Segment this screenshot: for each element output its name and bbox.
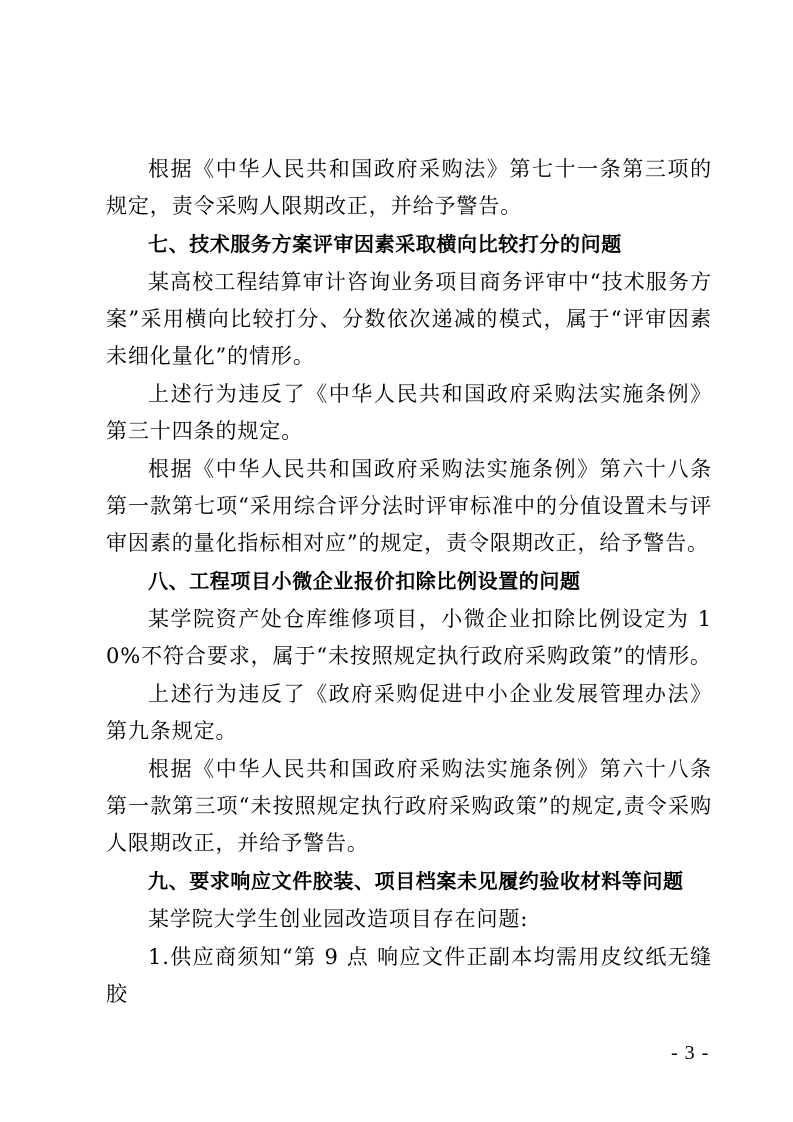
section-heading-9: 九、要求响应文件胶装、项目档案未见履约验收材料等问题	[148, 869, 684, 893]
paragraph-issue-7: 某高校工程结算审计咨询业务项目商务评审中“技术服务方案”采用横向比较打分、分数依次递减的模式，属于“评审因素未细化量化”的情形。	[106, 270, 712, 368]
paragraph-violation-8: 上述行为违反了《政府采购促进中小企业发展管理办法》第九条规定。	[106, 682, 712, 743]
section-heading-8: 八、工程项目小微企业报价扣除比例设置的问题	[148, 569, 581, 593]
paragraph-item-1: 1.供应商须知“第 9 点 响应文件正副本均需用皮纹纸无缝胶	[106, 945, 712, 1006]
paragraph-issue-9: 某学院大学生创业园改造项目存在问题:	[148, 907, 529, 931]
paragraph-issue-8: 某学院资产处仓库维修项目，小微企业扣除比例设定为 10%不符合要求，属于“未按照规定执行政府采购政策”的情形。	[106, 607, 712, 668]
paragraph-penalty-8: 根据《中华人民共和国政府采购法实施条例》第六十八条第一款第三项“未按照规定执行政府采购政策”的规定,责令采购人限期改正，并给予警告。	[106, 757, 712, 855]
page-number: - 3 -	[671, 1042, 710, 1064]
document-body	[106, 151, 712, 1014]
paragraph-violation-7: 上述行为违反了《中华人民共和国政府采购法实施条例》第三十四条的规定。	[106, 382, 712, 443]
paragraph-penalty-1: 根据《中华人民共和国政府采购法》第七十一条第三项的规定，责令采购人限期改正，并给予警告。	[106, 157, 712, 218]
section-heading-7: 七、技术服务方案评审因素采取横向比较打分的问题	[148, 232, 622, 256]
paragraph-penalty-7: 根据《中华人民共和国政府采购法实施条例》第六十八条第一款第七项“采用综合评分法时评审标准中的分值设置未与评审因素的量化指标相对应”的规定，责令限期改正，给予警告。	[106, 457, 712, 555]
